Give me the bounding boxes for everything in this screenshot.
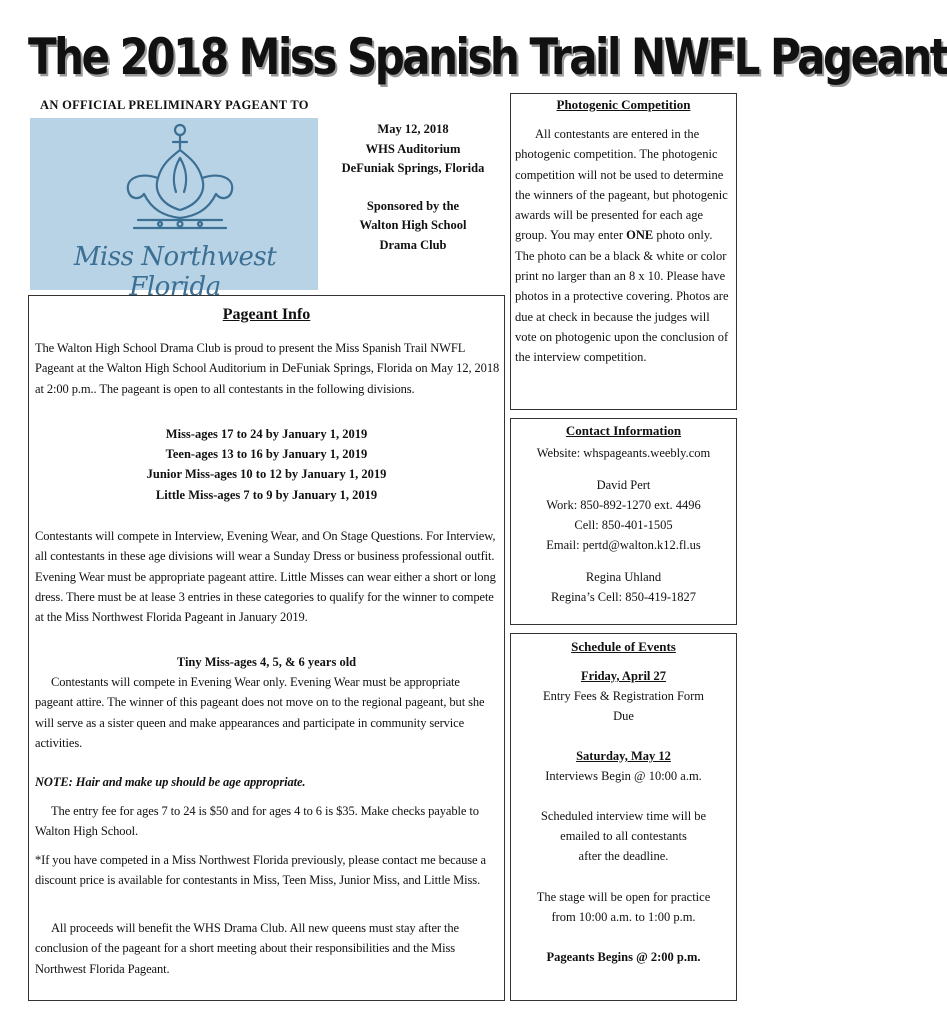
contact-section: [510, 418, 737, 625]
logo-text: Miss Northwest Florida: [73, 242, 277, 302]
photogenic-text: [515, 124, 732, 368]
contact-name: Regina Uhland: [585, 570, 662, 584]
schedule-item: Scheduled interview time will be: [540, 809, 707, 823]
discount-text: *If you have competed in a Miss Northwest Florida previously, please contact me because a discount price is available for contestants in Miss, Teen Miss, Junior Miss, and Little Miss.: [35, 853, 486, 888]
competition-description: Contestants will compete in Interview, Evening Wear, and On Stage Questions. For Interview, all contestants in these age divisions will wear a Sunday Dress or business professional outfit. Evening Wear must be appropriate pageant attire. Little Misses can wear either a short or long dress. There must be at lease 3 entries in these categories to qualify for the winner to compete at the Miss Northwest Florida Pageant in January 2019.: [35, 529, 496, 625]
day-heading: Friday, April 27: [580, 669, 667, 683]
event-details: [328, 120, 498, 255]
schedule-item: Interviews Begin @ 10:00 a.m.: [545, 769, 702, 783]
schedule-item: from 10:00 a.m. to 1:00 p.m.: [551, 910, 696, 924]
cell-phone: Cell: 850-401-1505: [574, 518, 673, 532]
schedule-item: emailed to all contestants: [560, 829, 687, 843]
contact-heading: Contact Information: [565, 423, 682, 438]
proceeds-text: All proceeds will benefit the WHS Drama Club. All new queens must stay after the conclusion of the pageant for a short meeting about their responsibilities and the Miss Northwest Florida Pageant.: [35, 921, 459, 976]
event-venue: WHS Auditorium: [365, 141, 461, 156]
schedule-item: The stage will be open for practice: [536, 890, 711, 904]
schedule-heading: Schedule of Events: [571, 639, 676, 654]
schedule-item: after the deadline.: [578, 849, 669, 863]
miss-northwest-florida-logo: [30, 118, 318, 302]
photogenic-text-bold: ONE: [626, 228, 654, 243]
tiny-miss-description: Contestants will compete in Evening Wear only. Evening Wear must be appropriate pageant attire. The winner of this pageant does not move on to the regional pageant, but she will serve as a sister queen and make appearances and participate in community service activities.: [35, 675, 485, 750]
website-link[interactable]: Website: whspageants.weebly.com: [536, 446, 711, 460]
photogenic-section: [510, 93, 737, 410]
tiny-miss-heading: Tiny Miss-ages 4, 5, & 6 years old: [176, 655, 357, 669]
day-heading: Saturday, May 12: [576, 749, 671, 763]
schedule-item: Entry Fees & Registration Form: [542, 689, 705, 703]
schedule-section: [510, 633, 737, 1001]
pageant-begins: Pageants Begins @ 2:00 p.m.: [546, 950, 701, 964]
division-item: Junior Miss-ages 10 to 12 by January 1, 2019: [146, 467, 387, 481]
page-title: The 2018 Miss Spanish Trail NWFL Pageant: [28, 28, 947, 86]
event-location: DeFuniak Springs, Florida: [341, 161, 485, 175]
cell-phone: Regina’s Cell: 850-419-1827: [550, 590, 697, 604]
division-item: Miss-ages 17 to 24 by January 1, 2019: [165, 427, 368, 441]
event-date: May 12, 2018: [377, 122, 449, 136]
schedule-item: Due: [613, 709, 634, 723]
email-link[interactable]: Email: pertd@walton.k12.fl.us: [546, 538, 701, 552]
entry-fee-text: The entry fee for ages 7 to 24 is $50 and for ages 4 to 6 is $35. Make checks payable to Walton High School.: [35, 804, 479, 839]
contact-name: David Pert: [596, 478, 651, 492]
sponsor-line: Sponsored by the: [366, 198, 460, 213]
pageant-intro: The Walton High School Drama Club is proud to present the Miss Spanish Trail NWFL Pageant at the Walton High School Auditorium in DeFuniak Springs, Florida on May 12, 2018 at 2:00 p.m.. The pageant is open to all contestants in the following divisions.: [35, 341, 500, 396]
official-preliminary-label: AN OFFICIAL PRELIMINARY PAGEANT TO: [40, 98, 309, 112]
hair-makeup-note: NOTE: Hair and make up should be age appropriate.: [35, 775, 306, 789]
division-item: Teen-ages 13 to 16 by January 1, 2019: [165, 447, 368, 461]
photogenic-text-a: All contestants are entered in the photogenic competition. The photogenic competition will not be used to determine the winners of the pageant, but photogenic awards will be presented for each age group. You may enter: [515, 127, 728, 243]
photogenic-heading: Photogenic Competition: [556, 97, 691, 112]
sponsor-line: Walton High School: [359, 218, 467, 232]
photogenic-text-b: photo only. The photo can be a black & white or color print no larger than an 8 x 10. Please have photos in a protective covering. Photos are due at check in because the judges will vote on photogenic upon the conclusion of the interview competition.: [515, 228, 729, 365]
pageant-info-heading: Pageant Info: [222, 306, 311, 323]
pageant-info-section: [28, 295, 505, 1001]
work-phone: Work: 850-892-1270 ext. 4496: [546, 498, 701, 512]
division-item: Little Miss-ages 7 to 9 by January 1, 2019: [155, 488, 378, 502]
sponsor-line: Drama Club: [379, 237, 447, 252]
